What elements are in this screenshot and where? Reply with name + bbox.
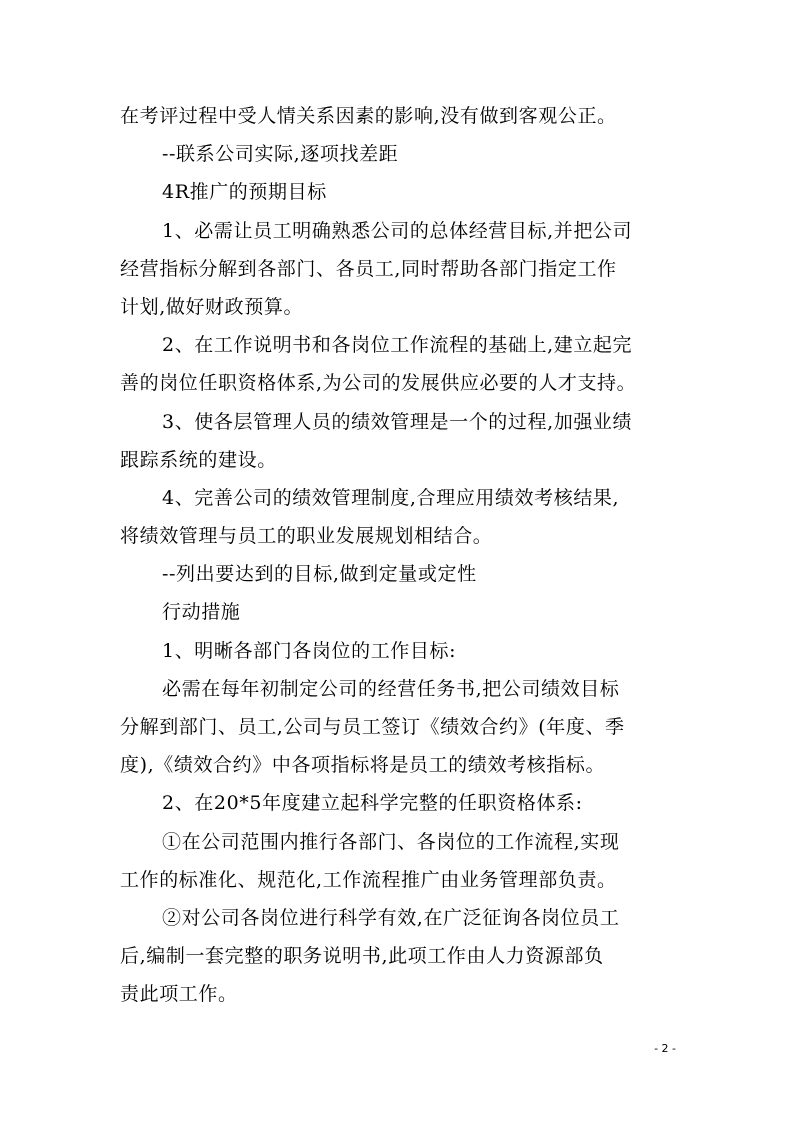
section-heading: 行动措施 bbox=[162, 601, 241, 624]
text-line: 经营指标分解到各部门、各员工,同时帮助各部门指定工作 bbox=[120, 257, 617, 280]
text-line: 2、在20*5年度建立起科学完整的任职资格体系: bbox=[162, 792, 583, 815]
text-line: 1、明晰各部门各岗位的工作目标: bbox=[162, 639, 457, 662]
text-line: 跟踪系统的建设。 bbox=[120, 448, 277, 471]
document-body bbox=[120, 97, 675, 1014]
text-line: 度),《绩效合约》中各项指标将是员工的绩效考核指标。 bbox=[120, 754, 606, 777]
text-line: ②对公司各岗位进行科学有效,在广泛征询各岗位员工 bbox=[162, 906, 620, 929]
text-line: --列出要达到的目标,做到定量或定性 bbox=[162, 563, 477, 586]
text-line: --联系公司实际,逐项找差距 bbox=[162, 143, 399, 166]
text-line: 4、完善公司的绩效管理制度,合理应用绩效考核结果, bbox=[162, 486, 620, 509]
text-line: 责此项工作。 bbox=[120, 983, 238, 1006]
text-line: 后,编制一套完整的职务说明书,此项工作由人力资源部负 bbox=[120, 945, 604, 968]
text-line: 计划,做好财政预算。 bbox=[120, 295, 304, 318]
text-line: 在考评过程中受人情关系因素的影响,没有做到客观公正。 bbox=[120, 105, 617, 127]
text-line: 将绩效管理与员工的职业发展规划相结合。 bbox=[120, 525, 493, 548]
text-line: 3、使各层管理人员的绩效管理是一个的过程,加强业绩 bbox=[162, 410, 633, 433]
page-number: - 2 - bbox=[654, 1042, 676, 1055]
text-line: ①在公司范围内推行各部门、各岗位的工作流程,实现 bbox=[162, 830, 620, 853]
text-line: 工作的标准化、规范化,工作流程推广由业务管理部负责。 bbox=[120, 868, 617, 891]
text-line: 分解到部门、员工,公司与员工签订《绩效合约》(年度、季 bbox=[120, 716, 625, 738]
section-heading: 4R推广的预期目标 bbox=[162, 181, 327, 204]
text-line: 2、在工作说明书和各岗位工作流程的基础上,建立起完 bbox=[162, 334, 633, 357]
text-line: 1、必需让员工明确熟悉公司的总体经营目标,并把公司 bbox=[162, 219, 633, 242]
text-line: 善的岗位任职资格体系,为公司的发展供应必要的人才支持。 bbox=[120, 372, 637, 395]
text-line: 必需在每年初制定公司的经营任务书,把公司绩效目标 bbox=[162, 677, 620, 700]
